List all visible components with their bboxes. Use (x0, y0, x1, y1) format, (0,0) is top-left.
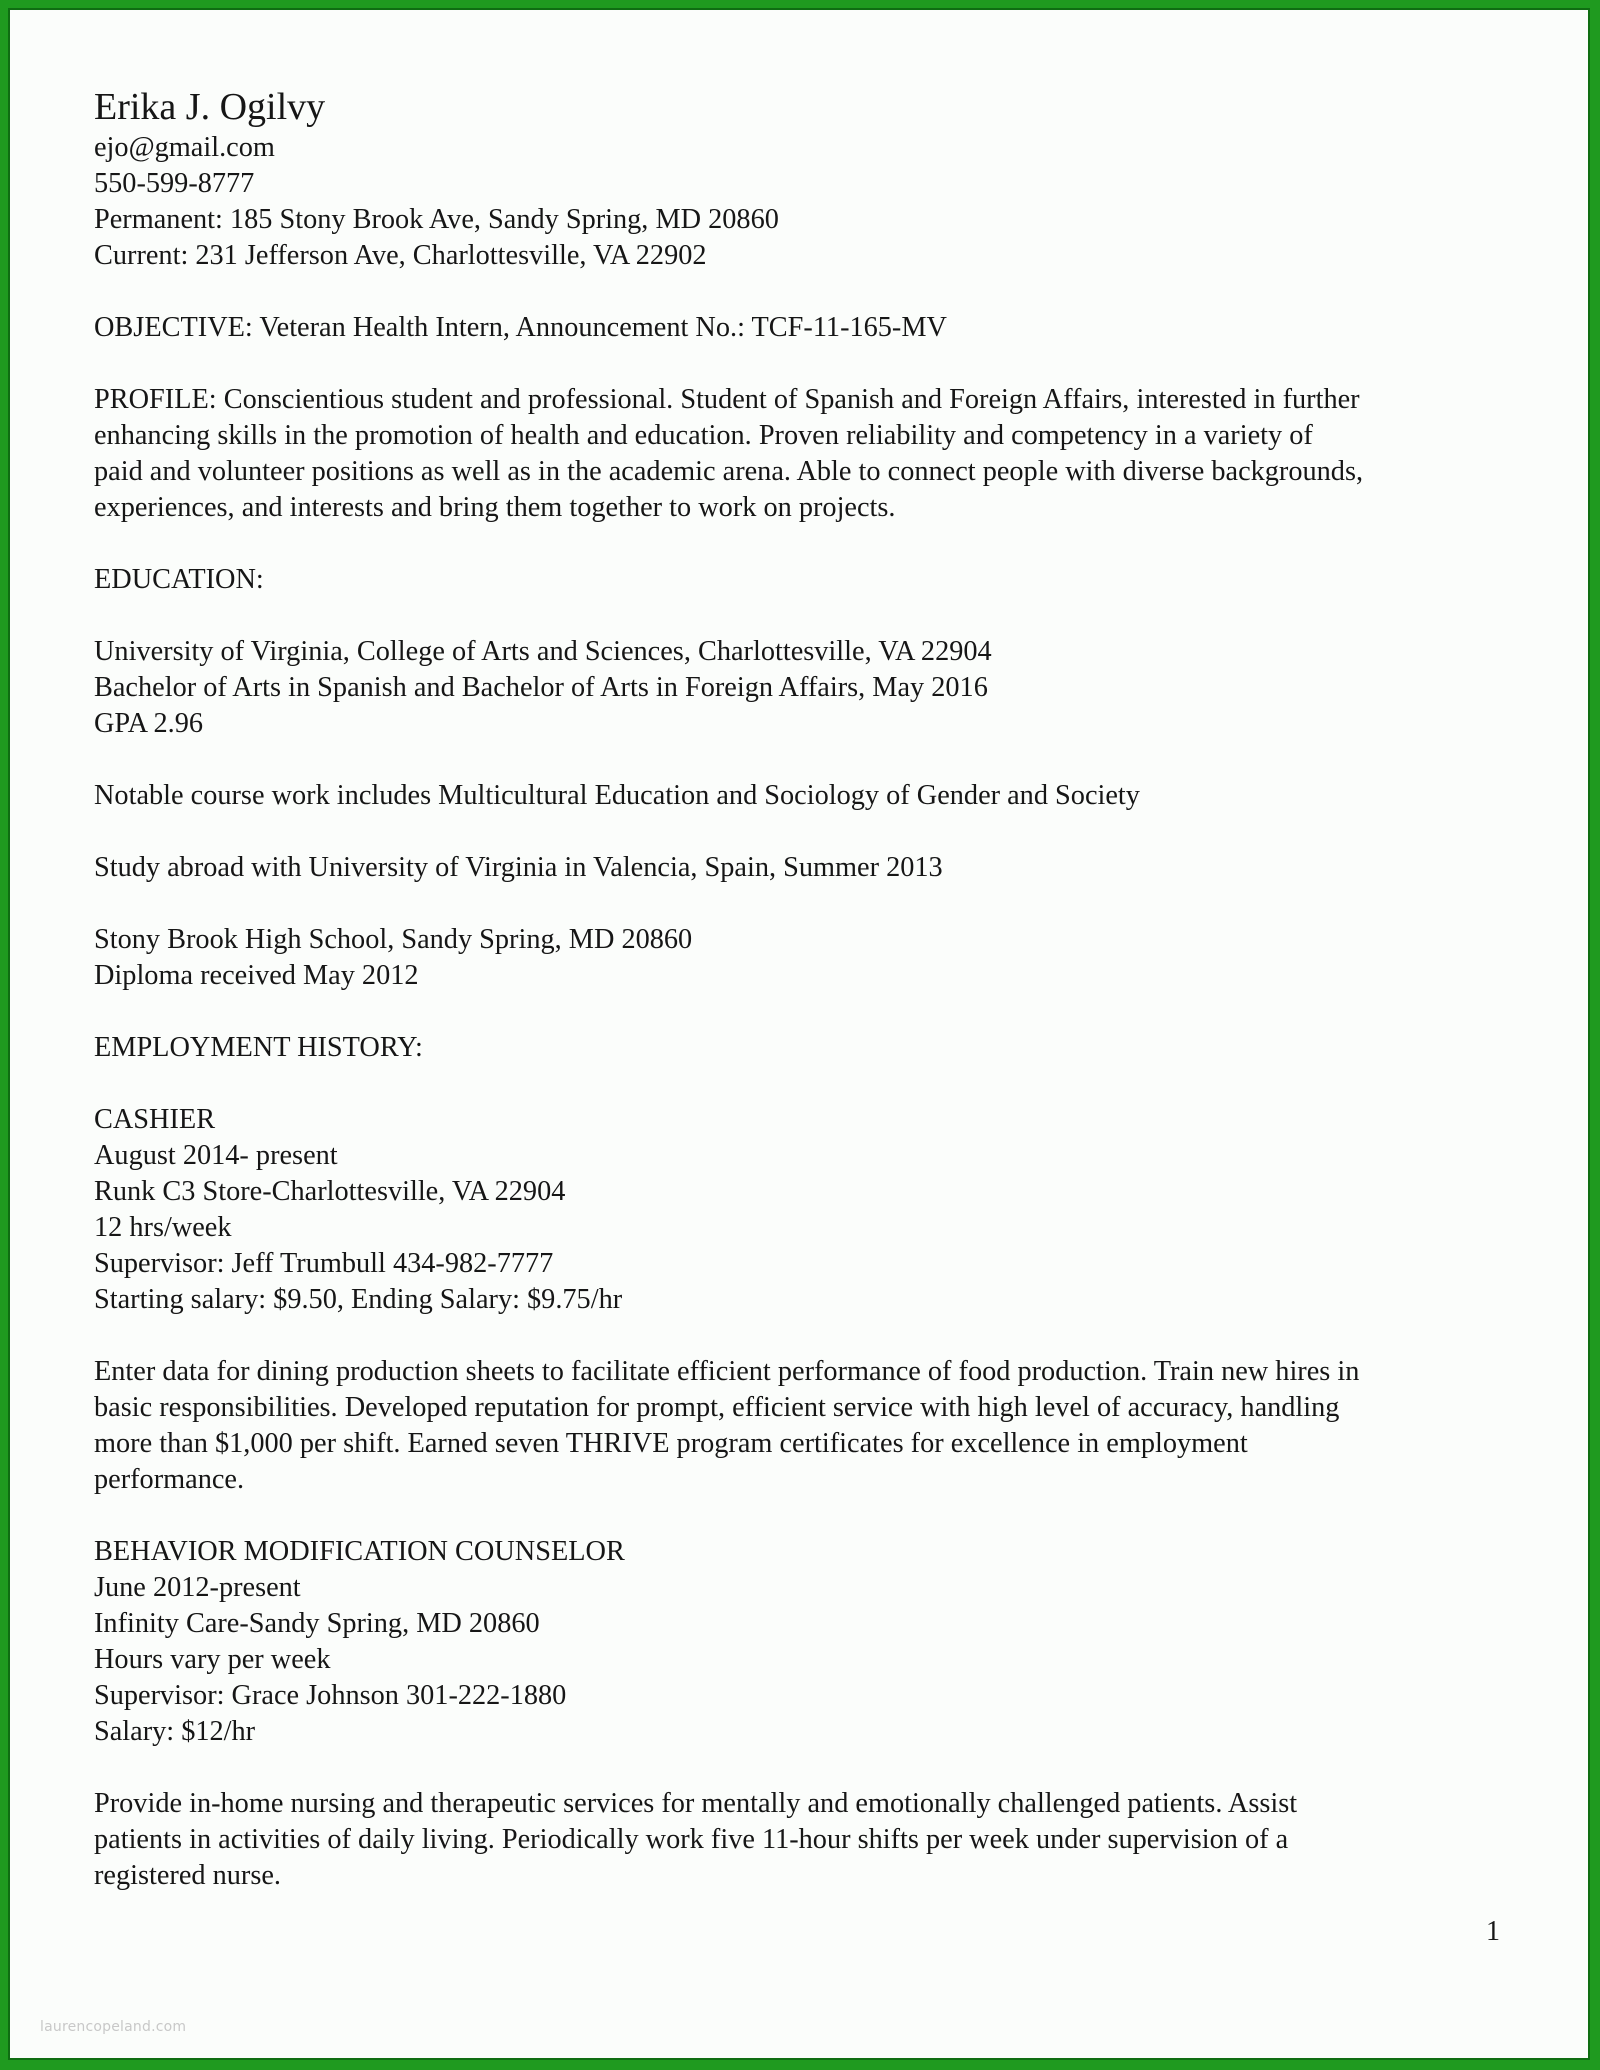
spacer (94, 1066, 1534, 1102)
spacer (94, 526, 1534, 562)
spacer (94, 1750, 1534, 1786)
job-description-line: performance. (94, 1464, 245, 1495)
profile-section (94, 382, 1534, 526)
job-hours: 12 hrs/week (94, 1212, 232, 1243)
job-dates: June 2012-present (94, 1572, 301, 1603)
degree: Bachelor of Arts in Spanish and Bachelor of Arts in Foreign Affairs, May 2016 (94, 672, 988, 703)
spacer (94, 1318, 1534, 1354)
employment-heading: EMPLOYMENT HISTORY: (94, 1032, 423, 1063)
job-description-line: basic responsibilities. Developed reputation for prompt, efficient service with high level of accuracy, handling (94, 1392, 1340, 1423)
resume-content (94, 84, 1534, 1894)
spacer (94, 274, 1534, 310)
coursework: Notable course work includes Multicultural Education and Sociology of Gender and Society (94, 780, 1140, 811)
profile-line: PROFILE: Conscientious student and professional. Student of Spanish and Foreign Affairs, interested in further (94, 384, 1360, 415)
education-university (94, 634, 1534, 742)
study-abroad: Study abroad with University of Virginia in Valencia, Spain, Summer 2013 (94, 852, 943, 883)
education-high-school (94, 922, 1534, 994)
objective: OBJECTIVE: Veteran Health Intern, Announcement No.: TCF-11-165-MV (94, 312, 947, 343)
job-description-line: more than $1,000 per shift. Earned seven THRIVE program certificates for excellence in employment (94, 1428, 1248, 1459)
job-dates: August 2014- present (94, 1140, 338, 1171)
job-supervisor: Supervisor: Grace Johnson 301-222-1880 (94, 1680, 567, 1711)
education-heading: EDUCATION: (94, 564, 264, 595)
job-location: Runk C3 Store-Charlottesville, VA 22904 (94, 1176, 566, 1207)
email: ejo@gmail.com (94, 132, 275, 163)
profile-line: paid and volunteer positions as well as in the academic arena. Able to connect people with diverse backgrounds, (94, 456, 1364, 487)
spacer (94, 742, 1534, 778)
job-description-line: registered nurse. (94, 1860, 281, 1891)
job-description-line: patients in activities of daily living. Periodically work five 11-hour shifts per week under supervision of a (94, 1824, 1289, 1855)
job-title: BEHAVIOR MODIFICATION COUNSELOR (94, 1536, 625, 1567)
diploma: Diploma received May 2012 (94, 960, 419, 991)
job-description-line: Provide in-home nursing and therapeutic services for mentally and emotionally challenged patients. Assist (94, 1788, 1298, 1819)
job-entry (94, 1102, 1534, 1498)
spacer (94, 886, 1534, 922)
university-name: University of Virginia, College of Arts and Sciences, Charlottesville, VA 22904 (94, 636, 992, 667)
candidate-name: Erika J. Ogilvy (94, 86, 326, 128)
job-supervisor: Supervisor: Jeff Trumbull 434-982-7777 (94, 1248, 554, 1279)
gpa: GPA 2.96 (94, 708, 204, 739)
spacer (94, 346, 1534, 382)
job-salary: Salary: $12/hr (94, 1716, 256, 1747)
spacer (94, 814, 1534, 850)
spacer (94, 598, 1534, 634)
high-school-name: Stony Brook High School, Sandy Spring, MD 20860 (94, 924, 693, 955)
profile-line: experiences, and interests and bring them together to work on projects. (94, 492, 896, 523)
job-location: Infinity Care-Sandy Spring, MD 20860 (94, 1608, 540, 1639)
spacer (94, 994, 1534, 1030)
phone: 550-599-8777 (94, 168, 255, 199)
job-title: CASHIER (94, 1104, 216, 1135)
resume-page (8, 8, 1590, 2060)
page-number: 1 (1486, 1916, 1500, 1947)
spacer (94, 1498, 1534, 1534)
watermark: laurencopeland.com (40, 2019, 187, 2035)
job-salary: Starting salary: $9.50, Ending Salary: $9.75/hr (94, 1284, 623, 1315)
job-entry (94, 1534, 1534, 1894)
profile-line: enhancing skills in the promotion of health and education. Proven reliability and competency in a variety of (94, 420, 1313, 451)
permanent-address: Permanent: 185 Stony Brook Ave, Sandy Spring, MD 20860 (94, 204, 779, 235)
job-description-line: Enter data for dining production sheets to facilitate efficient performance of food production. Train new hires in (94, 1356, 1360, 1387)
current-address: Current: 231 Jefferson Ave, Charlottesville, VA 22902 (94, 240, 707, 271)
job-hours: Hours vary per week (94, 1644, 331, 1675)
